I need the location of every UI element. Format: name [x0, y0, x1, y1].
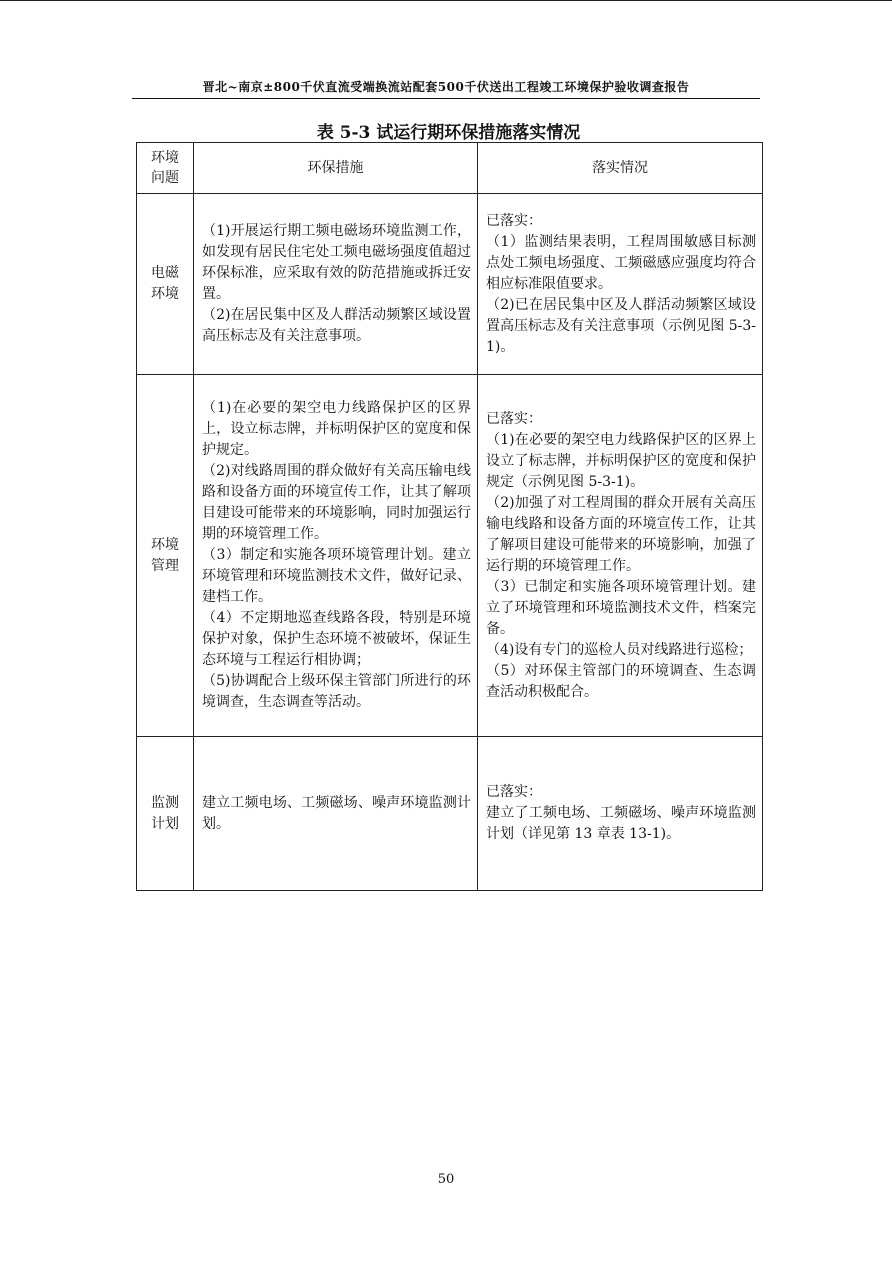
report-header: 晋北~南京±800千伏直流受端换流站配套500千伏送出工程竣工环境保护验收调查报告 — [202, 80, 690, 94]
table-caption: 表 5-3 试运行期环保措施落实情况 — [316, 123, 581, 143]
status-item: （2)已在居民集中区及人群活动频繁区域设置高压标志及有关注意事项（示例见图 5-3-1)。 — [486, 296, 756, 355]
status-item: （4)设有专门的巡检人员对线路进行巡检； — [486, 641, 753, 658]
measure-item: （1)开展运行期工频电磁场环境监测工作，如发现有居民住宅处工频电磁场强度值超过环保标准，应采取有效的防范措施或拆迁安置。 — [202, 223, 471, 302]
row-status — [478, 375, 763, 737]
table-row — [137, 737, 763, 891]
table-row — [137, 194, 763, 375]
status-item: 建立了工频电场、工频磁场、噪声环境监测计划（详见第 13 章表 13-1)。 — [486, 805, 756, 842]
measure-item: （2)在居民集中区及人群活动频繁区域设置高压标志及有关注意事项。 — [202, 307, 471, 344]
header-measures: 环保措施 — [194, 143, 478, 194]
table-row — [137, 375, 763, 737]
measure-item: 建立工频电场、工频磁场、噪声环境监测计划。 — [202, 794, 471, 832]
row-measures — [194, 194, 478, 375]
row-status — [478, 737, 763, 891]
row-measures — [194, 737, 478, 891]
row-issue: 监测计划 — [137, 737, 194, 891]
status-item: 已落实： — [486, 212, 542, 229]
measure-item: （5)协调配合上级环保主管部门所进行的环境调查，生态调查等活动。 — [202, 673, 471, 710]
status-item: 已落实： — [486, 410, 542, 427]
header-issue: 环境问题 — [137, 143, 194, 194]
status-item: 已落实： — [486, 784, 542, 800]
status-item: （5）对环保主管部门的环境调查、生态调查活动积极配合。 — [486, 662, 756, 700]
status-item: （1）监测结果表明，工程周围敏感目标测点处工频电场强度、工频磁感应强度均符合相应标准限值要求。 — [486, 233, 756, 292]
status-item: （2)加强了对工程周围的群众开展有关高压输电线路和设备方面的环境宣传工作，让其了解项目建设可能带来的环境影响，加强了运行期的环境管理工作。 — [486, 494, 756, 574]
row-status — [478, 194, 763, 375]
table-header-row — [137, 143, 763, 194]
measure-item: （2)对线路周围的群众做好有关高压输电线路和设备方面的环境宣传工作，让其了解项目建设可能带来的环境影响，同时加强运行期的环境管理工作。 — [202, 463, 471, 542]
page-number: 50 — [437, 1172, 455, 1187]
status-item: （1)在必要的架空电力线路保护区的区界上设立了标志牌，并标明保护区的宽度和保护规定（示例见图 5-3-1)。 — [486, 431, 756, 490]
header-rule — [132, 98, 760, 99]
measure-item: （1)在必要的架空电力线路保护区的区界上，设立标志牌，并标明保护区的宽度和保护规定。 — [202, 400, 471, 458]
page-top-border — [0, 0, 892, 1]
row-issue: 环境管理 — [137, 375, 194, 737]
status-item: （3）已制定和实施各项环境管理计划。建立了环境管理和环境监测技术文件，档案完备。 — [486, 578, 756, 637]
measure-item: （3）制定和实施各项环境管理计划。建立环境管理和环境监测技术文件，做好记录、建档工作。 — [202, 547, 471, 605]
measures-table — [136, 142, 763, 891]
row-measures — [194, 375, 478, 737]
row-issue: 电磁环境 — [137, 194, 194, 375]
header-status: 落实情况 — [478, 143, 763, 194]
measure-item: （4）不定期地巡查线路各段，特别是环境保护对象，保护生态环境不被破坏，保证生态环境与工程运行相协调； — [202, 610, 471, 668]
